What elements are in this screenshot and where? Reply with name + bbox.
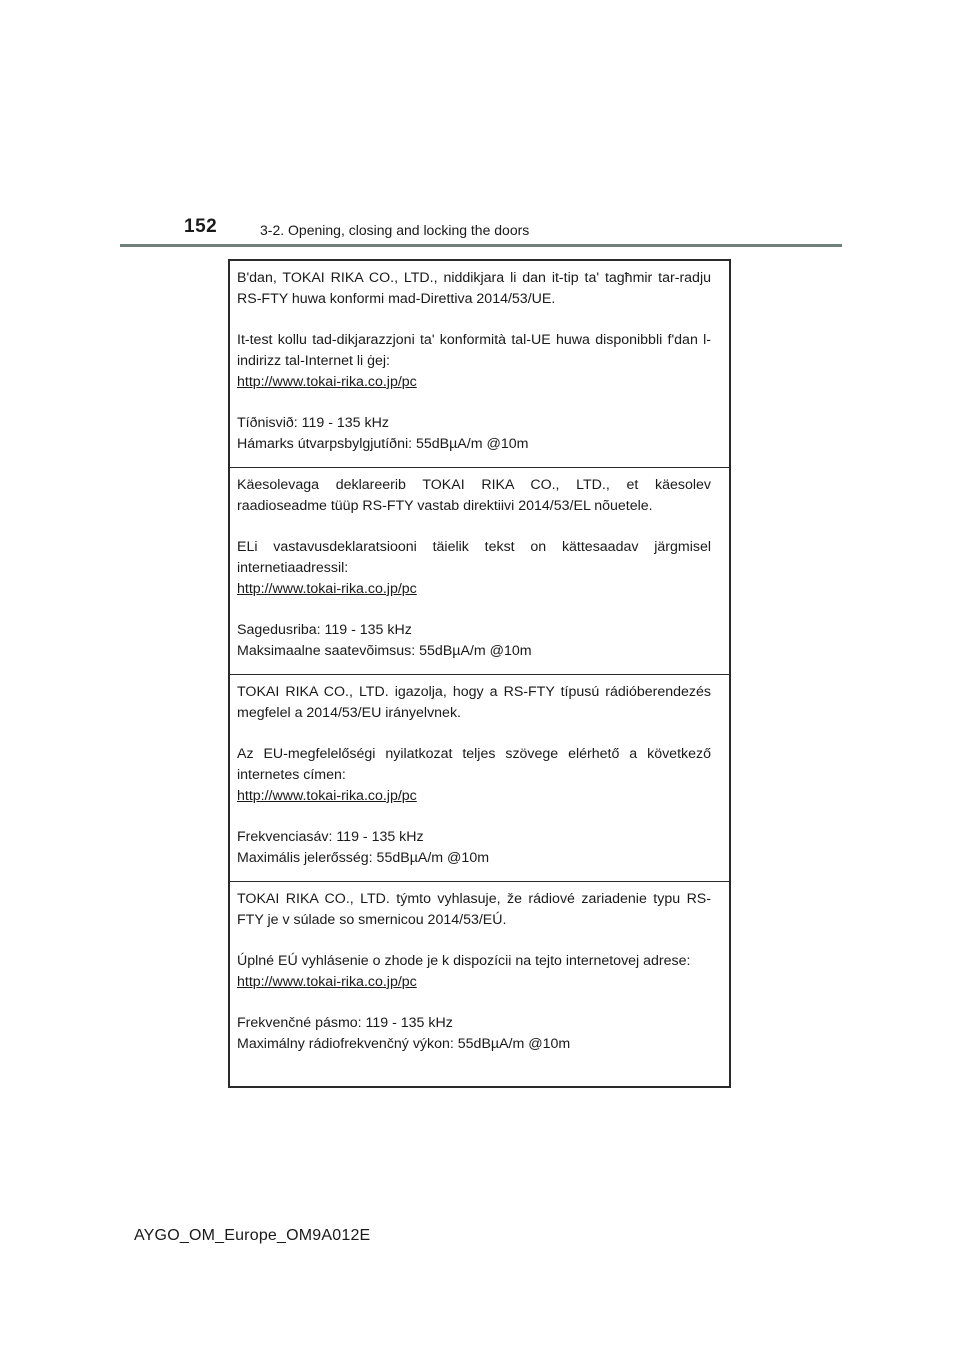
declaration-availability: Úplné EÚ vyhlásenie o zhode je k dispozícii na tejto internetovej adrese:	[237, 953, 691, 969]
spacer	[237, 393, 711, 413]
spacer	[237, 993, 711, 1013]
declaration-frequency: Frekvenčné pásmo: 119 - 135 kHz	[237, 1015, 453, 1031]
declaration-cell-slovak	[230, 882, 729, 1086]
declaration-power: Maximálny rádiofrekvenčný výkon: 55dBµA/m @10m	[237, 1036, 571, 1052]
declaration-frequency: Tíðnisvið: 119 - 135 kHz	[237, 415, 389, 431]
declaration-table	[228, 259, 731, 1088]
declaration-power: Hámarks útvarpsbylgjutíðni: 55dBµA/m @10m	[237, 436, 529, 452]
declaration-url-link[interactable]: http://www.tokai-rika.co.jp/pc	[237, 974, 417, 990]
declaration-frequency: Sagedusriba: 119 - 135 kHz	[237, 622, 412, 638]
declaration-url-link[interactable]: http://www.tokai-rika.co.jp/pc	[237, 581, 417, 597]
header-divider	[120, 244, 842, 247]
document-id: AYGO_OM_Europe_OM9A012E	[134, 1227, 371, 1244]
spacer	[237, 807, 711, 827]
declaration-statement: Käesolevaga deklareerib TOKAI RIKA CO., LTD., et käesolev raadioseadme tüüp RS-FTY vastab direktiivi 2014/53/EL nõuetele.	[237, 477, 711, 514]
page-number: 152	[184, 216, 218, 237]
section-title: 3-2. Opening, closing and locking the doors	[260, 222, 530, 238]
declaration-frequency: Frekvenciasáv: 119 - 135 kHz	[237, 829, 424, 845]
declaration-cell-hungarian	[230, 675, 729, 882]
declaration-url-link[interactable]: http://www.tokai-rika.co.jp/pc	[237, 788, 417, 804]
declaration-availability: It-test kollu tad-dikjarazzjoni ta' konformità tal-UE huwa disponibbli f'dan l-indirizz tal-Internet li ġej:	[237, 332, 711, 369]
declaration-statement: TOKAI RIKA CO., LTD. igazolja, hogy a RS-FTY típusú rádióberendezés megfelel a 2014/53/EU irányelvnek.	[237, 684, 711, 721]
declaration-availability: Az EU-megfelelőségi nyilatkozat teljes szövege elérhető a következő internetes címen:	[237, 746, 711, 783]
declaration-cell-estonian	[230, 468, 729, 675]
spacer	[237, 931, 711, 951]
declaration-statement: TOKAI RIKA CO., LTD. týmto vyhlasuje, že rádiové zariadenie typu RS-FTY je v súlade so smernicou 2014/53/EÚ.	[237, 891, 711, 928]
declaration-url-link[interactable]: http://www.tokai-rika.co.jp/pc	[237, 374, 417, 390]
declaration-availability: ELi vastavusdeklaratsiooni täielik tekst on kättesaadav järgmisel internetiaadressil:	[237, 539, 711, 576]
spacer	[237, 517, 711, 537]
spacer	[237, 310, 711, 330]
declaration-cell-maltese	[230, 261, 729, 468]
spacer	[237, 600, 711, 620]
declaration-power: Maksimaalne saatevõimsus: 55dBµA/m @10m	[237, 643, 532, 659]
declaration-power: Maximális jelerősség: 55dBµA/m @10m	[237, 850, 490, 866]
spacer	[237, 724, 711, 744]
declaration-statement: B'dan, TOKAI RIKA CO., LTD., niddikjara li dan it-tip ta' tagħmir tar-radju RS-FTY huwa konformi mad-Direttiva 2014/53/UE.	[237, 270, 711, 307]
